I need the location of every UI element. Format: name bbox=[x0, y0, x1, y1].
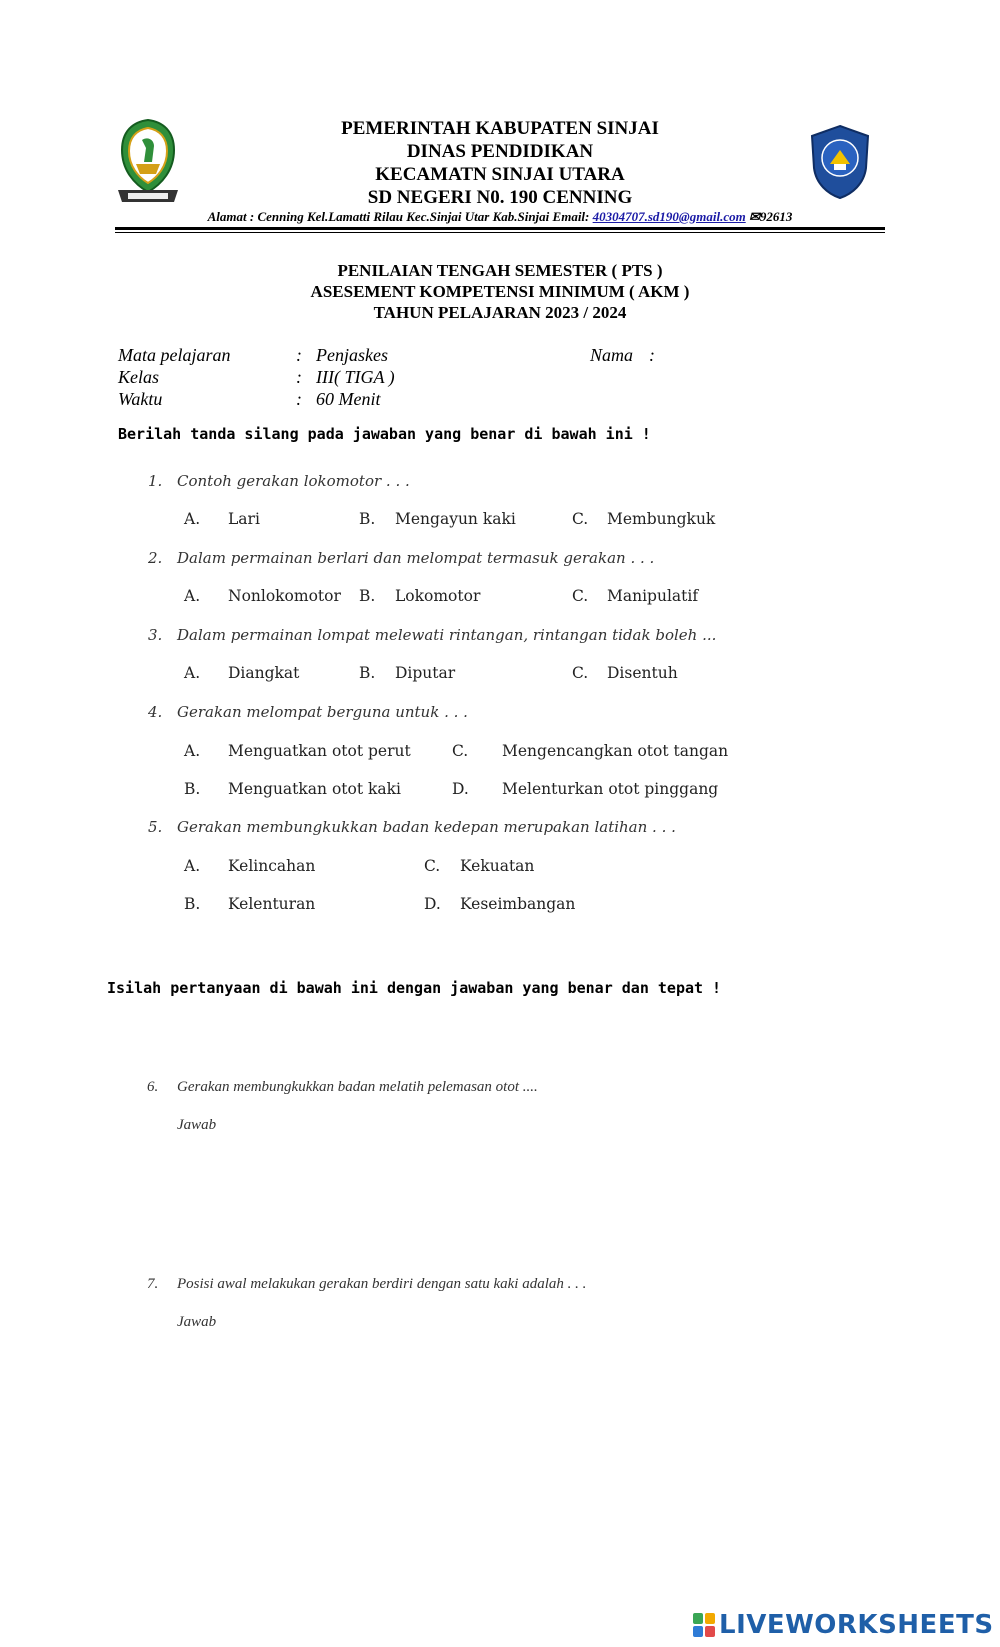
question-number: 7. bbox=[147, 1276, 159, 1292]
section1-instruction: Berilah tanda silang pada jawaban yang benar di bawah ini ! bbox=[118, 425, 651, 443]
question-text: Gerakan membungkukkan badan melatih pelemasan otot .... bbox=[177, 1079, 538, 1095]
school-address bbox=[0, 209, 1000, 225]
option-text[interactable]: Diputar bbox=[395, 664, 456, 682]
option-text[interactable]: Menguatkan otot perut bbox=[228, 742, 411, 760]
question-text: Gerakan melompat berguna untuk . . . bbox=[177, 703, 468, 721]
option-text[interactable]: Lari bbox=[228, 510, 260, 528]
email-link[interactable]: 40304707.sd190@gmail.com bbox=[592, 209, 746, 224]
header-agency: DINAS PENDIDIKAN bbox=[406, 141, 594, 162]
option-text[interactable]: Kelincahan bbox=[228, 857, 316, 875]
option-letter[interactable]: D. bbox=[452, 780, 469, 798]
option-letter[interactable]: C. bbox=[572, 664, 589, 682]
option-letter[interactable]: B. bbox=[359, 510, 376, 528]
name-label: Nama bbox=[590, 345, 634, 365]
question-text: Dalam permainan lompat melewati rintangan, rintangan tidak boleh ... bbox=[177, 626, 717, 644]
liveworksheets-text: LIVEWORKSHEETS bbox=[719, 1610, 994, 1640]
section2-instruction: Isilah pertanyaan di bawah ini dengan jawaban yang benar dan tepat ! bbox=[107, 979, 722, 997]
subject-value: Penjaskes bbox=[316, 345, 388, 365]
exam-subtitle: ASESEMENT KOMPETENSI MINIMUM ( AKM ) bbox=[310, 282, 690, 301]
option-letter[interactable]: A. bbox=[184, 857, 201, 875]
option-letter[interactable]: C. bbox=[572, 510, 589, 528]
liveworksheets-logo bbox=[693, 1610, 994, 1640]
option-letter[interactable]: A. bbox=[184, 587, 201, 605]
option-letter[interactable]: C. bbox=[572, 587, 589, 605]
option-letter[interactable]: C. bbox=[452, 742, 469, 760]
option-text[interactable]: Lokomotor bbox=[395, 587, 481, 605]
option-text[interactable]: Diangkat bbox=[228, 664, 300, 682]
option-letter[interactable]: C. bbox=[424, 857, 441, 875]
postal-code: 92613 bbox=[759, 209, 793, 224]
exam-title: PENILAIAN TENGAH SEMESTER ( PTS ) bbox=[337, 261, 663, 280]
option-letter[interactable]: A. bbox=[184, 742, 201, 760]
header-district: KECAMATN SINJAI UTARA bbox=[375, 164, 625, 185]
question-text: Contoh gerakan lokomotor . . . bbox=[177, 472, 410, 490]
question-number: 4. bbox=[148, 703, 163, 721]
class-colon: : bbox=[296, 367, 302, 387]
question-text: Posisi awal melakukan gerakan berdiri dengan satu kaki adalah . . . bbox=[177, 1276, 587, 1292]
option-text[interactable]: Melenturkan otot pinggang bbox=[502, 780, 719, 798]
option-text[interactable]: Menguatkan otot kaki bbox=[228, 780, 401, 798]
option-text[interactable]: Keseimbangan bbox=[460, 895, 576, 913]
option-text[interactable]: Kekuatan bbox=[460, 857, 535, 875]
question-number: 5. bbox=[148, 818, 163, 836]
envelope-icon: ✉ bbox=[748, 209, 760, 224]
option-text[interactable]: Mengayun kaki bbox=[395, 510, 516, 528]
answer-label[interactable]: Jawab bbox=[177, 1117, 217, 1133]
question-number: 3. bbox=[148, 626, 163, 644]
header-divider bbox=[115, 227, 885, 230]
option-letter[interactable]: B. bbox=[359, 587, 376, 605]
option-letter[interactable]: B. bbox=[184, 780, 201, 798]
subject-label: Mata pelajaran bbox=[118, 345, 231, 365]
time-label: Waktu bbox=[118, 389, 163, 409]
name-colon: : bbox=[649, 345, 655, 365]
time-colon: : bbox=[296, 389, 302, 409]
school-emblem-icon bbox=[808, 124, 872, 200]
option-letter[interactable]: B. bbox=[184, 895, 201, 913]
question-number: 1. bbox=[148, 472, 163, 490]
option-text[interactable]: Membungkuk bbox=[607, 510, 716, 528]
answer-label[interactable]: Jawab bbox=[177, 1314, 217, 1330]
address-text: Alamat : Cenning Kel.Lamatti Rilau Kec.Sinjai Utar Kab.Sinjai Email: bbox=[207, 209, 593, 224]
header-government: PEMERINTAH KABUPATEN SINJAI bbox=[341, 118, 659, 139]
time-value: 60 Menit bbox=[316, 389, 381, 409]
option-letter[interactable]: A. bbox=[184, 664, 201, 682]
option-text[interactable]: Mengencangkan otot tangan bbox=[502, 742, 729, 760]
question-number: 6. bbox=[147, 1079, 159, 1095]
question-number: 2. bbox=[148, 549, 163, 567]
question-text: Gerakan membungkukkan badan kedepan merupakan latihan . . . bbox=[177, 818, 676, 836]
option-letter[interactable]: B. bbox=[359, 664, 376, 682]
class-value: III( TIGA ) bbox=[316, 367, 395, 387]
question-text: Dalam permainan berlari dan melompat termasuk gerakan . . . bbox=[177, 549, 655, 567]
header-divider-thin bbox=[115, 232, 885, 233]
class-label: Kelas bbox=[118, 367, 160, 387]
liveworksheets-mark-icon bbox=[693, 1613, 715, 1637]
option-text[interactable]: Nonlokomotor bbox=[228, 587, 341, 605]
option-letter[interactable]: D. bbox=[424, 895, 441, 913]
option-text[interactable]: Disentuh bbox=[607, 664, 678, 682]
academic-year: TAHUN PELAJARAN 2023 / 2024 bbox=[373, 303, 627, 322]
header-school: SD NEGERI N0. 190 CENNING bbox=[367, 187, 633, 208]
option-letter[interactable]: A. bbox=[184, 510, 201, 528]
option-text[interactable]: Kelenturan bbox=[228, 895, 316, 913]
subject-colon: : bbox=[296, 345, 302, 365]
option-text[interactable]: Manipulatif bbox=[607, 587, 699, 605]
